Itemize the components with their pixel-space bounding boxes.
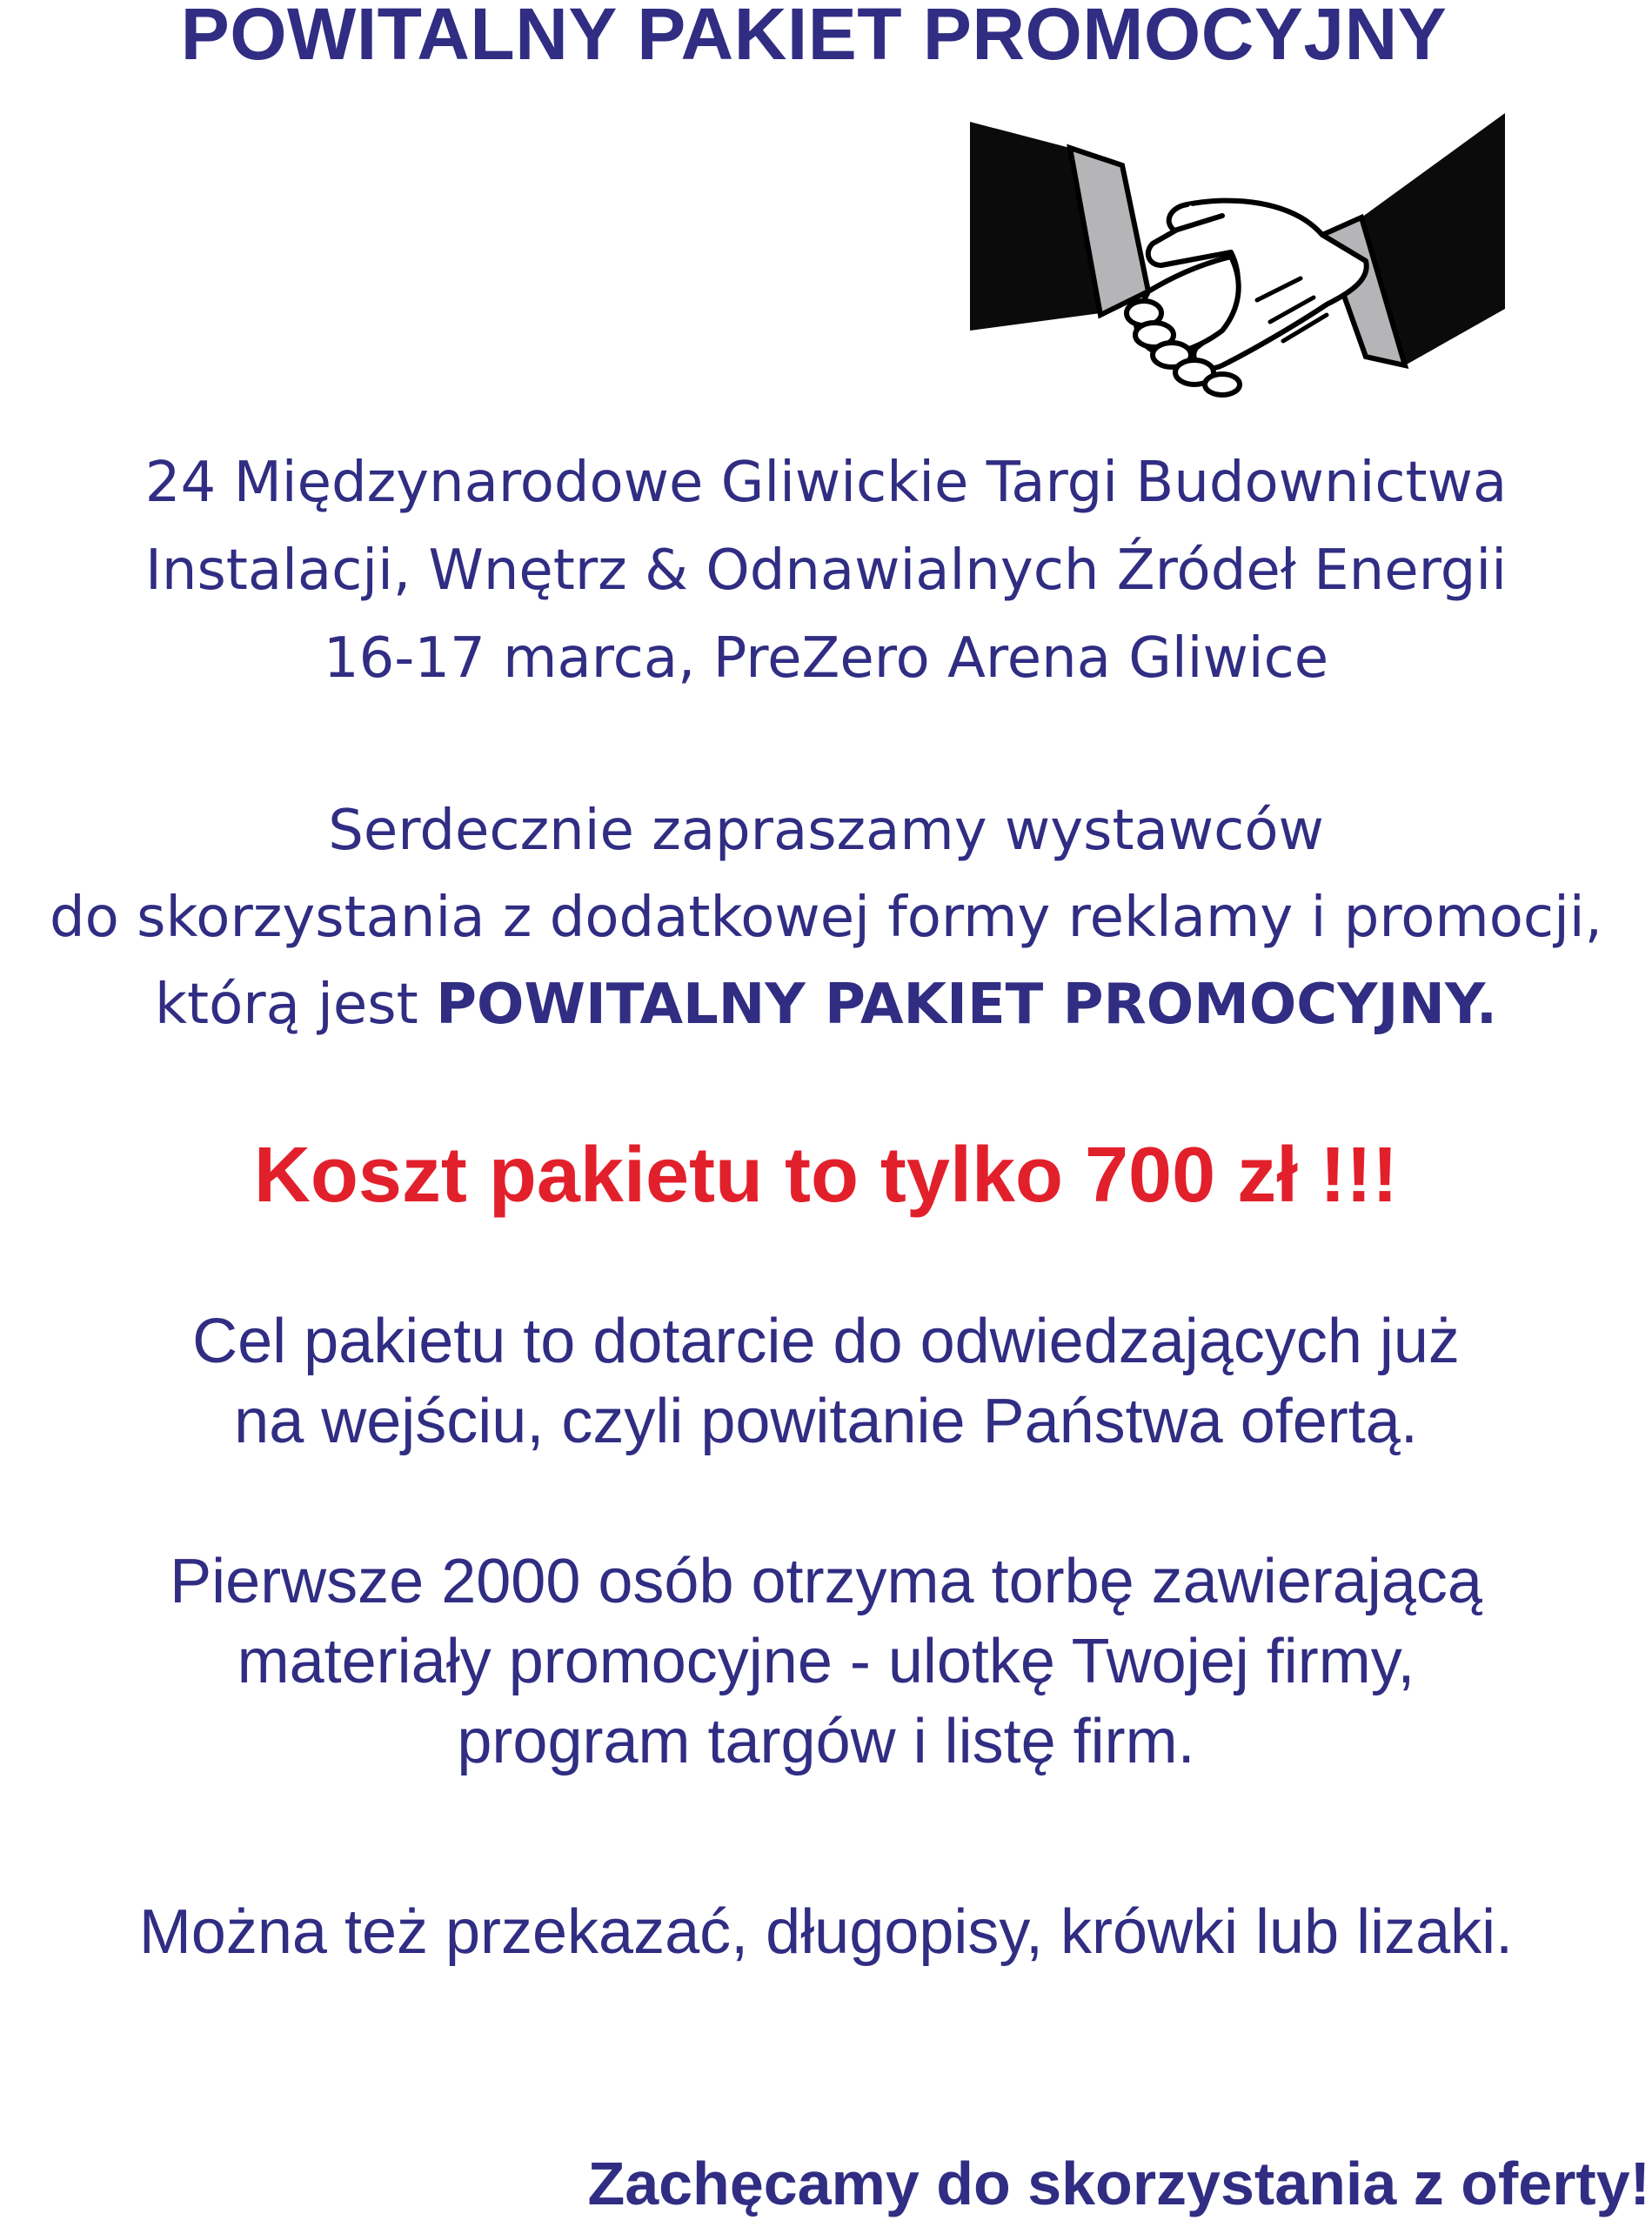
invite-prefix: którą jest	[154, 973, 437, 1037]
page-title: POWITALNY PAKIET PROMOCYJNY	[180, 0, 1448, 75]
event-info	[0, 439, 1652, 703]
price-highlight: Koszt pakietu to tylko 700 zł !!!	[253, 1132, 1399, 1219]
goal-line: Cel pakietu to dotarcie do odwiedzających już	[192, 1307, 1460, 1376]
invite-line	[0, 961, 1652, 1048]
package-name-bold: POWITALNY PAKIET PROMOCYJNY.	[436, 973, 1498, 1037]
bag-line: Pierwsze 2000 osób otrzyma torbę zawierającą	[170, 1547, 1482, 1616]
event-name-line: Instalacji, Wnętrz & Odnawialnych Źródeł Energii	[145, 538, 1507, 603]
handshake-icon	[970, 113, 1505, 409]
bag-line: materiały promocyjne - ulotkę Twojej firmy,	[237, 1627, 1415, 1696]
extra-items: Można też przekazać, długopisy, krówki lub lizaki.	[138, 1897, 1514, 1967]
goal-line: na wejściu, czyli powitanie Państwa ofertą.	[234, 1387, 1418, 1456]
closing-call-to-action: Zachęcamy do skorzystania z oferty!	[587, 2150, 1650, 2217]
event-name-line: 24 Międzynarodowe Gliwickie Targi Budownictwa	[144, 451, 1508, 515]
package-goal	[0, 1301, 1652, 1461]
event-date-location: 16-17 marca, PreZero Arena Gliwice	[323, 626, 1329, 691]
invitation-text	[0, 787, 1652, 1048]
bag-contents	[0, 1542, 1652, 1782]
invite-line: Serdecznie zapraszamy wystawców	[328, 799, 1324, 863]
bag-line: program targów i listę firm.	[457, 1707, 1195, 1776]
invite-line: do skorzystania z dodatkowej formy reklamy i promocji,	[50, 886, 1602, 950]
